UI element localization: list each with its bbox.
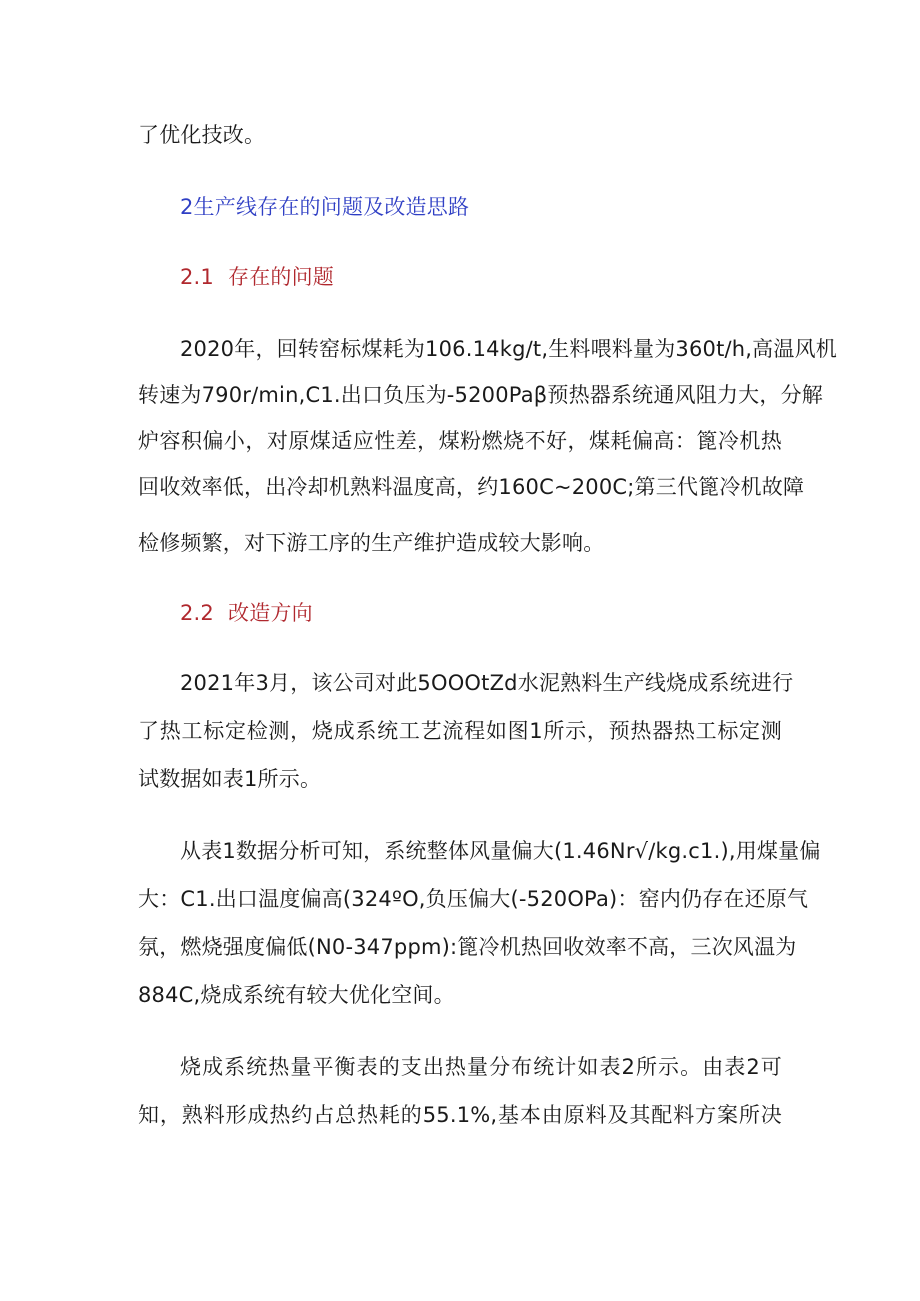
para1-line-3: 炉容积偏小，对原煤适应性差，煤粉燃烧不好，煤耗偏高：篦冷机热 — [138, 429, 782, 453]
para4-line-2: 知，熟料形成热约占总热耗的55.1%,基本由原料及其配料方案所决 — [138, 1103, 782, 1127]
section-2-1-heading — [180, 260, 334, 294]
section-2-1-title: 存在的问题 — [228, 265, 334, 289]
para2-line-2: 了热工标定检测，烧成系统工艺流程如图1所示，预热器热工标定测 — [138, 719, 782, 743]
para2-line-1: 2021年3月，该公司对此5OOOtZd水泥熟料生产线烧成系统进行 — [180, 671, 794, 695]
para3-line-4: 884C,烧成系统有较大优化空间。 — [138, 983, 455, 1007]
para1-line-1: 2020年，回转窑标煤耗为106.14kg∕t,生料喂料量为360t∕h,高温风机 — [180, 337, 837, 361]
section-2-1-number: 2.1 — [180, 265, 214, 289]
para3-line-2: 大：C1.出口温度偏高(324ºO,负压偏大(-520OPa)：窑内仍存在还原气 — [138, 887, 809, 911]
para1-line-4: 回收效率低，出冷却机熟料温度高，约160C~200C;第三代篦冷机故障 — [138, 475, 805, 499]
section-2-heading: 2生产线存在的问题及改造思路 — [180, 195, 470, 219]
section-2-2-number: 2.2 — [180, 601, 214, 625]
para1-line-5: 检修频繁，对下游工序的生产维护造成较大影响。 — [138, 531, 605, 555]
para2-line-3: 试数据如表1所示。 — [138, 767, 322, 791]
para1-line-2: 转速为790r∕min,C1.出口负压为-5200Paβ预热器系统通风阻力大，分解 — [138, 383, 823, 407]
section-2-2-title: 改造方向 — [228, 601, 313, 625]
section-2-2-heading — [180, 596, 313, 630]
para4-line-1: 烧成系统热量平衡表的支出热量分布统计如表2所示。由表2可 — [180, 1055, 782, 1079]
para3-line-1: 从表1数据分析可知，系统整体风量偏大(1.46Nr√∕kg.c1.),用煤量偏 — [180, 839, 821, 863]
para3-line-3: 氛，燃烧强度偏低(N0-347ppm):篦冷机热回收效率不高，三次风温为 — [138, 935, 797, 959]
intro-tail-line: 了优化技改。 — [138, 123, 266, 147]
